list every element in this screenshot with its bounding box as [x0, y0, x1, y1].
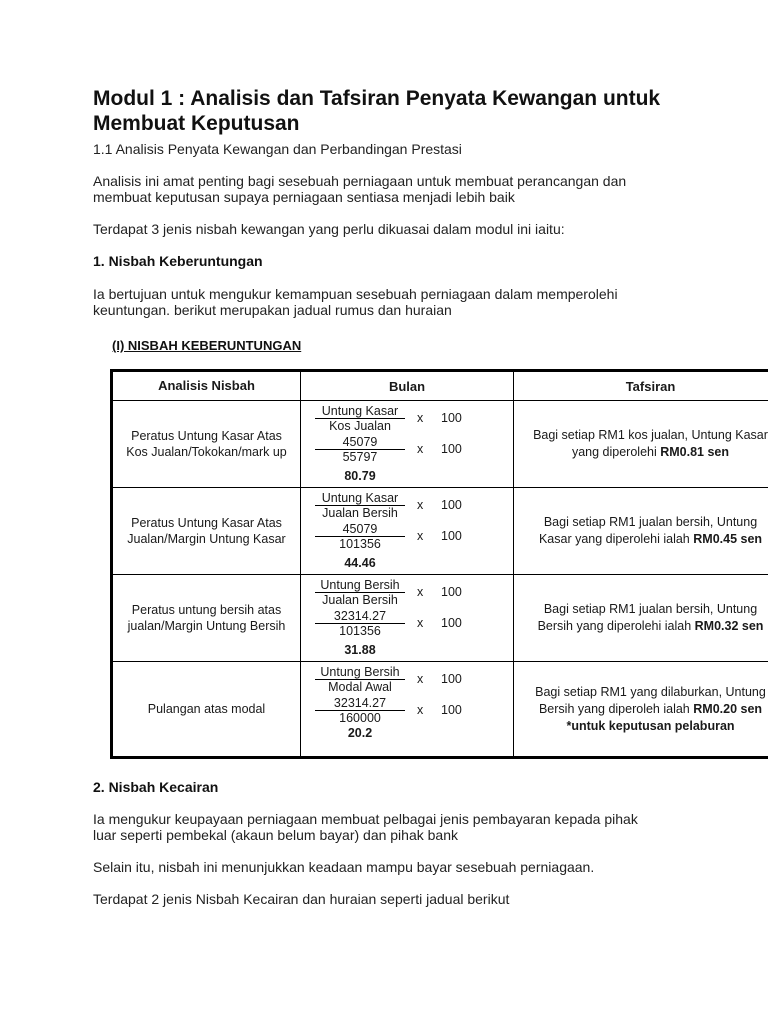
tafsiran-line: Bagi setiap RM1 jualan bersih, Untung: [543, 515, 758, 529]
hundred-value: 100: [441, 442, 462, 456]
tafsiran-value: RM0.81 sen: [660, 445, 730, 459]
tafsiran-line: Bagi setiap RM1 yang dilaburkan, Untung: [535, 684, 766, 699]
table-row: [112, 488, 768, 575]
tafsiran-line: Bagi setiap RM1 kos jualan, Untung Kasar: [533, 428, 768, 442]
section2-line-4: Terdapat 2 jenis Nisbah Kecairan dan huraian seperti jadual berikut: [93, 891, 510, 907]
section2-line-2: luar seperti pembekal (akaun belum bayar) dan pihak bank: [93, 827, 458, 843]
table-header-row: [112, 371, 768, 401]
multiply-sign: x: [417, 672, 424, 686]
ratio-name-cell: [112, 401, 301, 488]
tafsiran-line: Bersih yang diperoleh ialah RM0.20 sen: [538, 701, 763, 716]
multiply-sign: x: [417, 585, 424, 599]
ratio-name-line: Pulangan atas modal: [147, 702, 266, 716]
tafsiran-cell: [514, 662, 768, 758]
ratio-table: [110, 369, 768, 759]
intro-line-2: membuat keputusan supaya perniagaan sentiasa menjadi lebih baik: [93, 189, 515, 205]
calculation-cell: [301, 401, 514, 488]
calculation-cell: [301, 575, 514, 662]
hundred-value: 100: [441, 585, 462, 599]
ratio-name-line: Jualan/Margin Untung Kasar: [127, 532, 286, 546]
tafsiran-line: Bagi setiap RM1 jualan bersih, Untung: [543, 602, 758, 616]
intro-line-1: Analisis ini amat penting bagi sesebuah perniagaan untuk membuat perancangan dan: [93, 173, 627, 189]
ratio-name-line: Peratus Untung Kasar Atas: [131, 429, 282, 443]
hundred-value: 100: [441, 498, 462, 512]
numerator-label: Untung Bersih: [320, 578, 400, 592]
header-tafsiran: Tafsiran: [514, 371, 768, 401]
table-row: [112, 401, 768, 488]
numerator-label: Untung Kasar: [321, 491, 399, 505]
hundred-value: 100: [441, 672, 462, 686]
hundred-value: 100: [441, 411, 462, 425]
denominator-value: 160000: [339, 711, 381, 725]
multiply-sign: x: [417, 616, 424, 630]
denominator-label: Jualan Bersih: [322, 593, 398, 607]
ratio-result: 80.79: [344, 469, 376, 483]
numerator-value: 32314.27: [333, 696, 387, 710]
numerator-value: 45079: [342, 435, 378, 449]
calculation-cell: [301, 488, 514, 575]
section2-line-3: Selain itu, nisbah ini menunjukkan keadaan mampu bayar sesebuah perniagaan.: [93, 859, 595, 875]
denominator-label: Kos Jualan: [329, 419, 391, 433]
multiply-sign: x: [417, 498, 424, 512]
ratio-name-cell: [112, 575, 301, 662]
ratio-name-cell: [112, 662, 301, 758]
tafsiran-note: *untuk keputusan pelaburan: [566, 718, 735, 733]
multiply-sign: x: [417, 529, 424, 543]
table-title: (I) NISBAH KEBERUNTUNGAN: [112, 338, 302, 353]
section1-heading: 1. Nisbah Keberuntungan: [93, 253, 263, 269]
numerator-label: Untung Kasar: [321, 404, 399, 418]
tafsiran-value: RM0.32 sen: [694, 619, 764, 633]
table-row: [112, 662, 768, 758]
tafsiran-line: Kasar yang diperolehi ialah RM0.45 sen: [538, 532, 763, 546]
tafsiran-value: RM0.45 sen: [693, 532, 763, 546]
ratio-name-cell: [112, 488, 301, 575]
numerator-label: Untung Bersih: [320, 665, 400, 679]
denominator-label: Jualan Bersih: [322, 506, 398, 520]
ratio-result: 31.88: [344, 643, 376, 657]
numerator-value: 45079: [342, 522, 378, 536]
page-title: Modul 1 : Analisis dan Tafsiran Penyata Kewangan untuk Membuat Keputusan: [93, 87, 661, 135]
section1-line-1: Ia bertujuan untuk mengukur kemampuan sesebuah perniagaan dalam memperolehi: [93, 286, 618, 302]
ratio-result: 44.46: [344, 556, 376, 570]
tafsiran-cell: [514, 575, 768, 662]
ratio-name-line: Peratus Untung Kasar Atas: [131, 516, 282, 530]
header-bulan: Bulan: [301, 371, 514, 401]
tafsiran-value: RM0.20 sen: [693, 701, 763, 716]
header-analisis: Analisis Nisbah: [112, 371, 301, 401]
denominator-value: 55797: [342, 450, 378, 464]
numerator-value: 32314.27: [333, 609, 387, 623]
hundred-value: 100: [441, 616, 462, 630]
multiply-sign: x: [417, 411, 424, 425]
calculation-cell: [301, 662, 514, 758]
denominator-value: 101356: [339, 537, 381, 551]
hundred-value: 100: [441, 703, 462, 717]
ratio-name-line: Peratus untung bersih atas: [131, 603, 282, 617]
multiply-sign: x: [417, 442, 424, 456]
hundred-value: 100: [441, 529, 462, 543]
table-row: [112, 575, 768, 662]
ratio-name-line: Kos Jualan/Tokokan/mark up: [126, 445, 287, 459]
subtitle: 1.1 Analisis Penyata Kewangan dan Perbandingan Prestasi: [93, 141, 462, 157]
section2-heading: 2. Nisbah Kecairan: [93, 779, 219, 795]
tafsiran-line: Bersih yang diperolehi ialah RM0.32 sen: [537, 619, 764, 633]
ratio-result: 20.2: [347, 726, 373, 740]
tafsiran-line: yang diperolehi RM0.81 sen: [571, 445, 730, 459]
tafsiran-cell: [514, 488, 768, 575]
tafsiran-cell: [514, 401, 768, 488]
section2-line-1: Ia mengukur keupayaan perniagaan membuat pelbagai jenis pembayaran kepada pihak: [93, 811, 638, 827]
multiply-sign: x: [417, 703, 424, 717]
denominator-value: 101356: [339, 624, 381, 638]
section1-line-2: keuntungan. berikut merupakan jadual rumus dan huraian: [93, 302, 452, 318]
denominator-label: Modal Awal: [328, 680, 392, 694]
intro-line-3: Terdapat 3 jenis nisbah kewangan yang perlu dikuasai dalam modul ini iaitu:: [93, 221, 565, 237]
ratio-name-line: jualan/Margin Untung Bersih: [127, 619, 286, 633]
